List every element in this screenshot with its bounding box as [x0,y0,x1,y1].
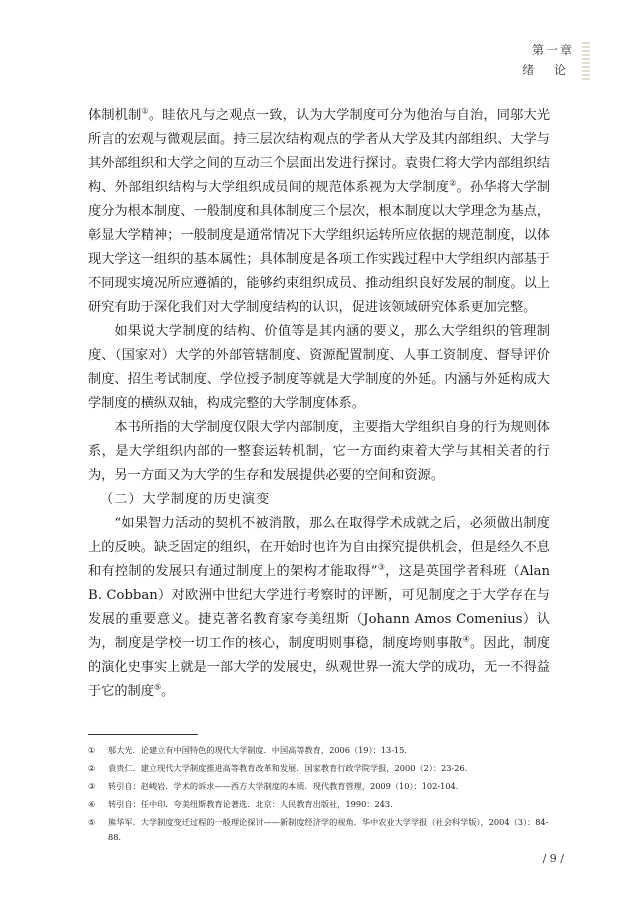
paragraph-4: “如果智力活动的契机不被消散，那么在取得学术成就之后，必须做出制度上的反映。缺乏固定的组织，在开始时也许为自由探究提供机会，但是经久不息和有控制的发展只有通过制度上的架构才能取得”③，这是英国学者科班（Alan B. Cobban）对欧洲中世纪大学进行考察时的评断，可见制度之于大学存在与发展的重要意义。捷克著名教育家夸美纽斯（Johann Amos Comenius）认为，制度是学校一切工作的核心，制度明则事稳，制度垮则事散④。因此，制度的演化史事实上就是一部大学的发展史，纵观世界一流大学的成功，无一不得益于它的制度⑤。 [88,516,551,699]
footnote: ② 袁贵仁．建立现代大学制度推进高等教育改革和发展．国家教育行政学院学报，2000（2）：23-26. [88,763,468,773]
footnote-ref-3: ③ [377,562,386,572]
footnote: ③ 转引自：赵峻岩．学术的诉求——西方大学制度的本质．现代教育管理，2009（10）：102-104. [88,781,459,791]
section-label: 绪 论 [522,63,574,77]
footnote: ① 邬大光．论建立有中国特色的现代大学制度．中国高等教育，2006（19）：13-15. [88,745,407,755]
page-number: / 9 / [542,852,564,865]
footnote-rule [88,734,198,735]
footnote-ref-1: ① [141,106,149,116]
paragraph-1: 体制机制①。眭依凡与之观点一致，认为大学制度可分为他治与自治，同邬大光所言的宏观与微观层面。持三层次结构观点的学者从大学及其内部组织、大学与其外部组织和大学之间的互动三个层面出发进行探讨。袁贵仁将大学内部组织结构、外部组织结构与大学组织成员间的规范体系视为大学制度②。孙华将大学制度分为根本制度、一般制度和具体制度三个层次，根本制度以大学理念为基点，彰显大学精神；一般制度是通常情况下大学组织运转所应依据的规范制度，以体现大学这一组织的基本属性；具体制度是各项工作实践过程中大学组织内部基于不同现实境况所应遵循的，能够约束组织成员、推动组织良好发展的制度。以上研究有助于深化我们对大学制度结构的认识，促进该领域研究体系更加完整。 [88,106,551,315]
footnote-ref-5: ⑤ [153,682,162,692]
footnote: ④ 转引自：任中印．夸美纽斯教育论著选．北京：人民教育出版社，1990：243. [88,799,393,809]
chapter-label: 第一章 [531,43,574,57]
footnote-ref-4: ④ [462,634,470,644]
section-heading: （二）大学制度的历史演变 [100,492,271,507]
header-decoration [582,42,590,80]
footnote-ref-2: ② [449,178,457,188]
footnote: ⑤ 熊华军．大学制度变迁过程的一般理论探讨——新制度经济学的视角．华中农业大学学报（社会科学版），2004（3）：84-88. [88,817,549,842]
paragraph-2: 如果说大学制度的结构、价值等是其内涵的要义，那么大学组织的管理制度、（国家对）大学的外部管辖制度、资源配置制度、人事工资制度、督导评价制度、招生考试制度、学位授予制度等就是大学制度的外延。内涵与外延构成大学制度的横纵双轴，构成完整的大学制度体系。 [88,324,550,411]
running-header [522,40,574,80]
footnotes [88,743,550,848]
main-text [88,104,550,704]
paragraph-3: 本书所指的大学制度仅限大学内部制度，主要指大学组织自身的行为规则体系，是大学组织内部的一整套运转机制，它一方面约束着大学与其相关者的行为，另一方面又为大学的生存和发展提供必要的空间和资源。 [88,420,550,483]
